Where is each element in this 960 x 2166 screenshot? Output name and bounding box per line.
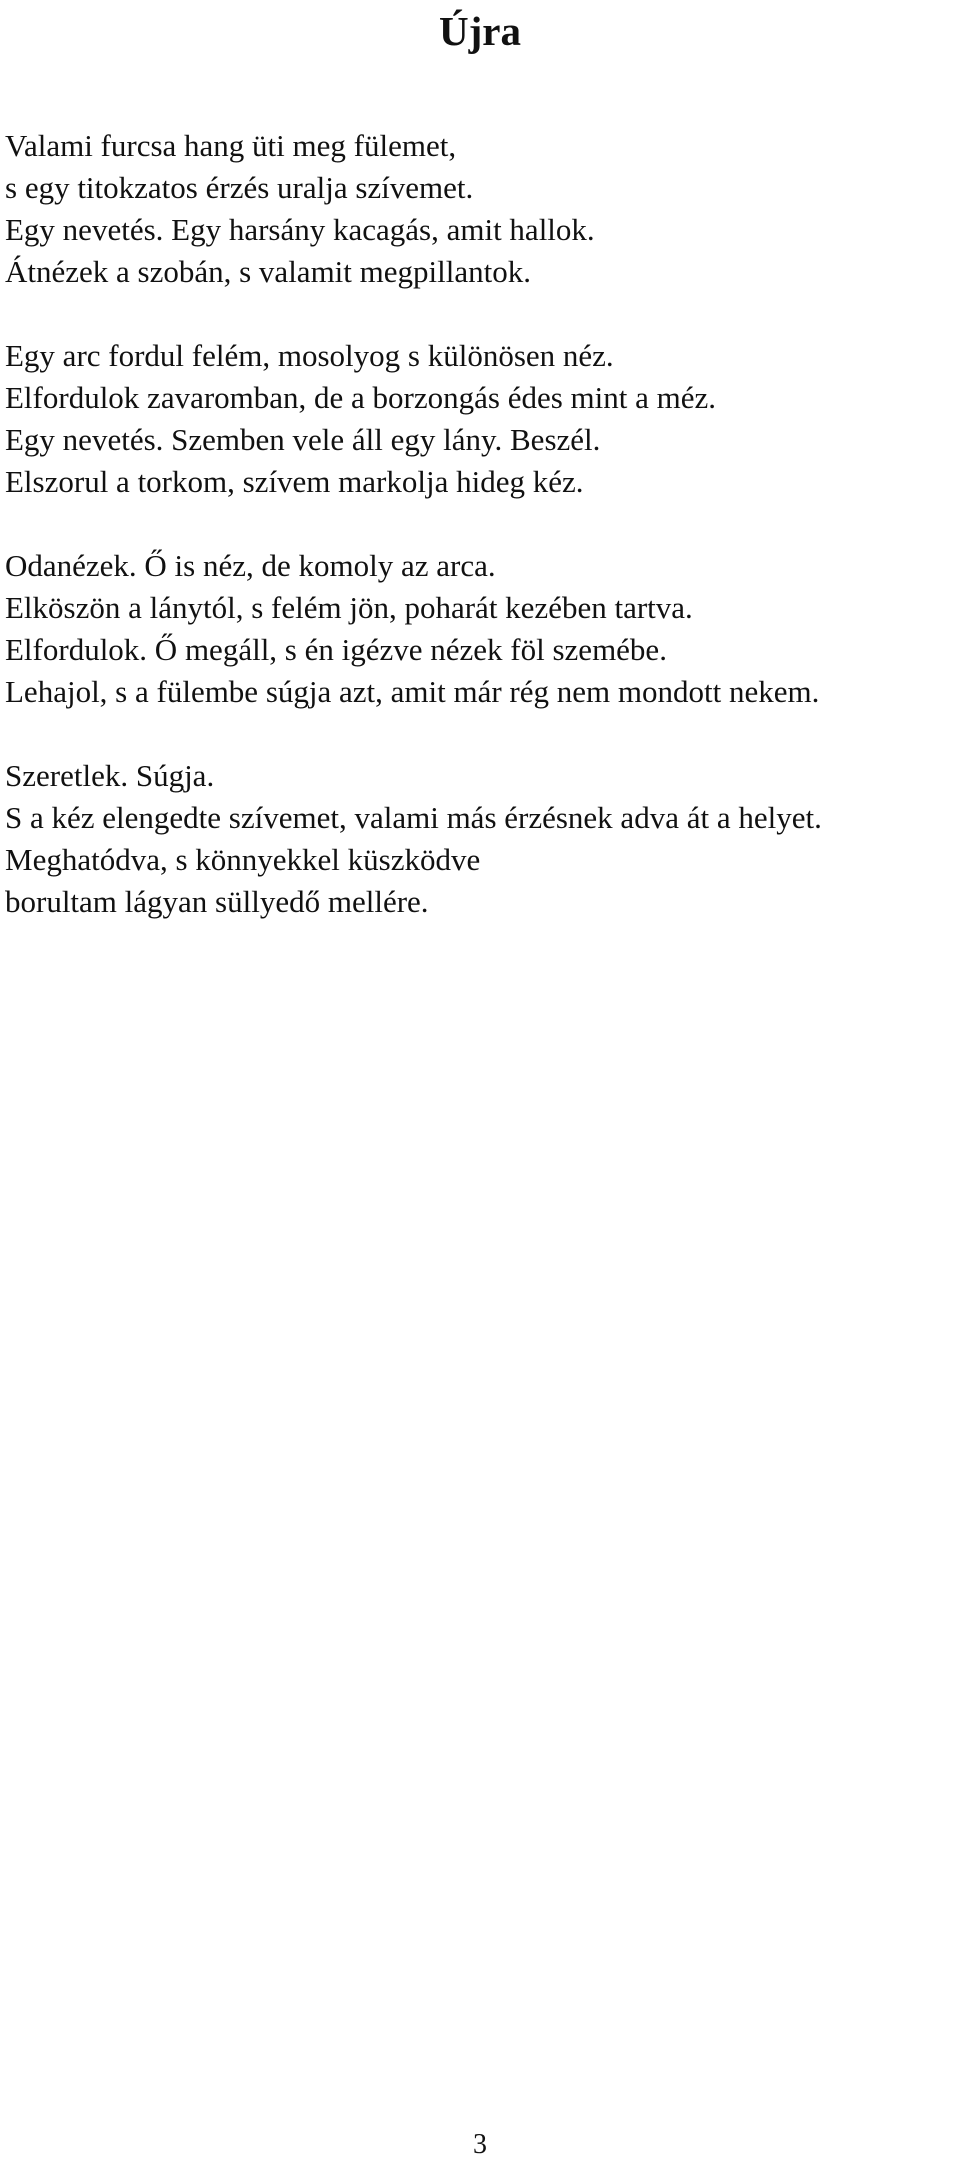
poem-line: Odanézek. Ő is néz, de komoly az arca. — [5, 548, 496, 583]
poem-line: Lehajol, s a fülembe súgja azt, amit már rég nem mondott nekem. — [5, 674, 820, 709]
stanza-2 — [5, 335, 955, 503]
poem-line: Szeretlek. Súgja. — [5, 758, 215, 793]
poem-line: Egy nevetés. Szemben vele áll egy lány. Beszél. — [5, 422, 601, 457]
poem-line: S a kéz elengedte szívemet, valami más érzésnek adva át a helyet. — [5, 800, 822, 835]
poem-line: Elszorul a torkom, szívem markolja hideg kéz. — [5, 464, 584, 499]
page-number: 3 — [473, 2129, 487, 2160]
stanza-3 — [5, 545, 955, 713]
stanza-1 — [5, 125, 955, 293]
poem-line: Elfordulok zavaromban, de a borzongás édes mint a méz. — [5, 380, 717, 415]
poem-line: s egy titokzatos érzés uralja szívemet. — [5, 170, 474, 205]
poem-line: Meghatódva, s könnyekkel küszködve — [5, 842, 481, 877]
poem-line: Egy arc fordul felém, mosolyog s különösen néz. — [5, 338, 614, 373]
poem-body — [5, 125, 955, 923]
poem-line: borultam lágyan süllyedő mellére. — [5, 884, 429, 919]
poem-line: Elköszön a lánytól, s felém jön, poharát kezében tartva. — [5, 590, 693, 625]
poem-line: Egy nevetés. Egy harsány kacagás, amit hallok. — [5, 212, 595, 247]
stanza-4 — [5, 755, 955, 923]
poem-line: Átnézek a szobán, s valamit megpillantok. — [5, 254, 531, 289]
poem-line: Valami furcsa hang üti meg fülemet, — [5, 128, 457, 163]
poem-title: Újra — [439, 8, 521, 54]
poem-line: Elfordulok. Ő megáll, s én igézve nézek föl szemébe. — [5, 632, 667, 667]
